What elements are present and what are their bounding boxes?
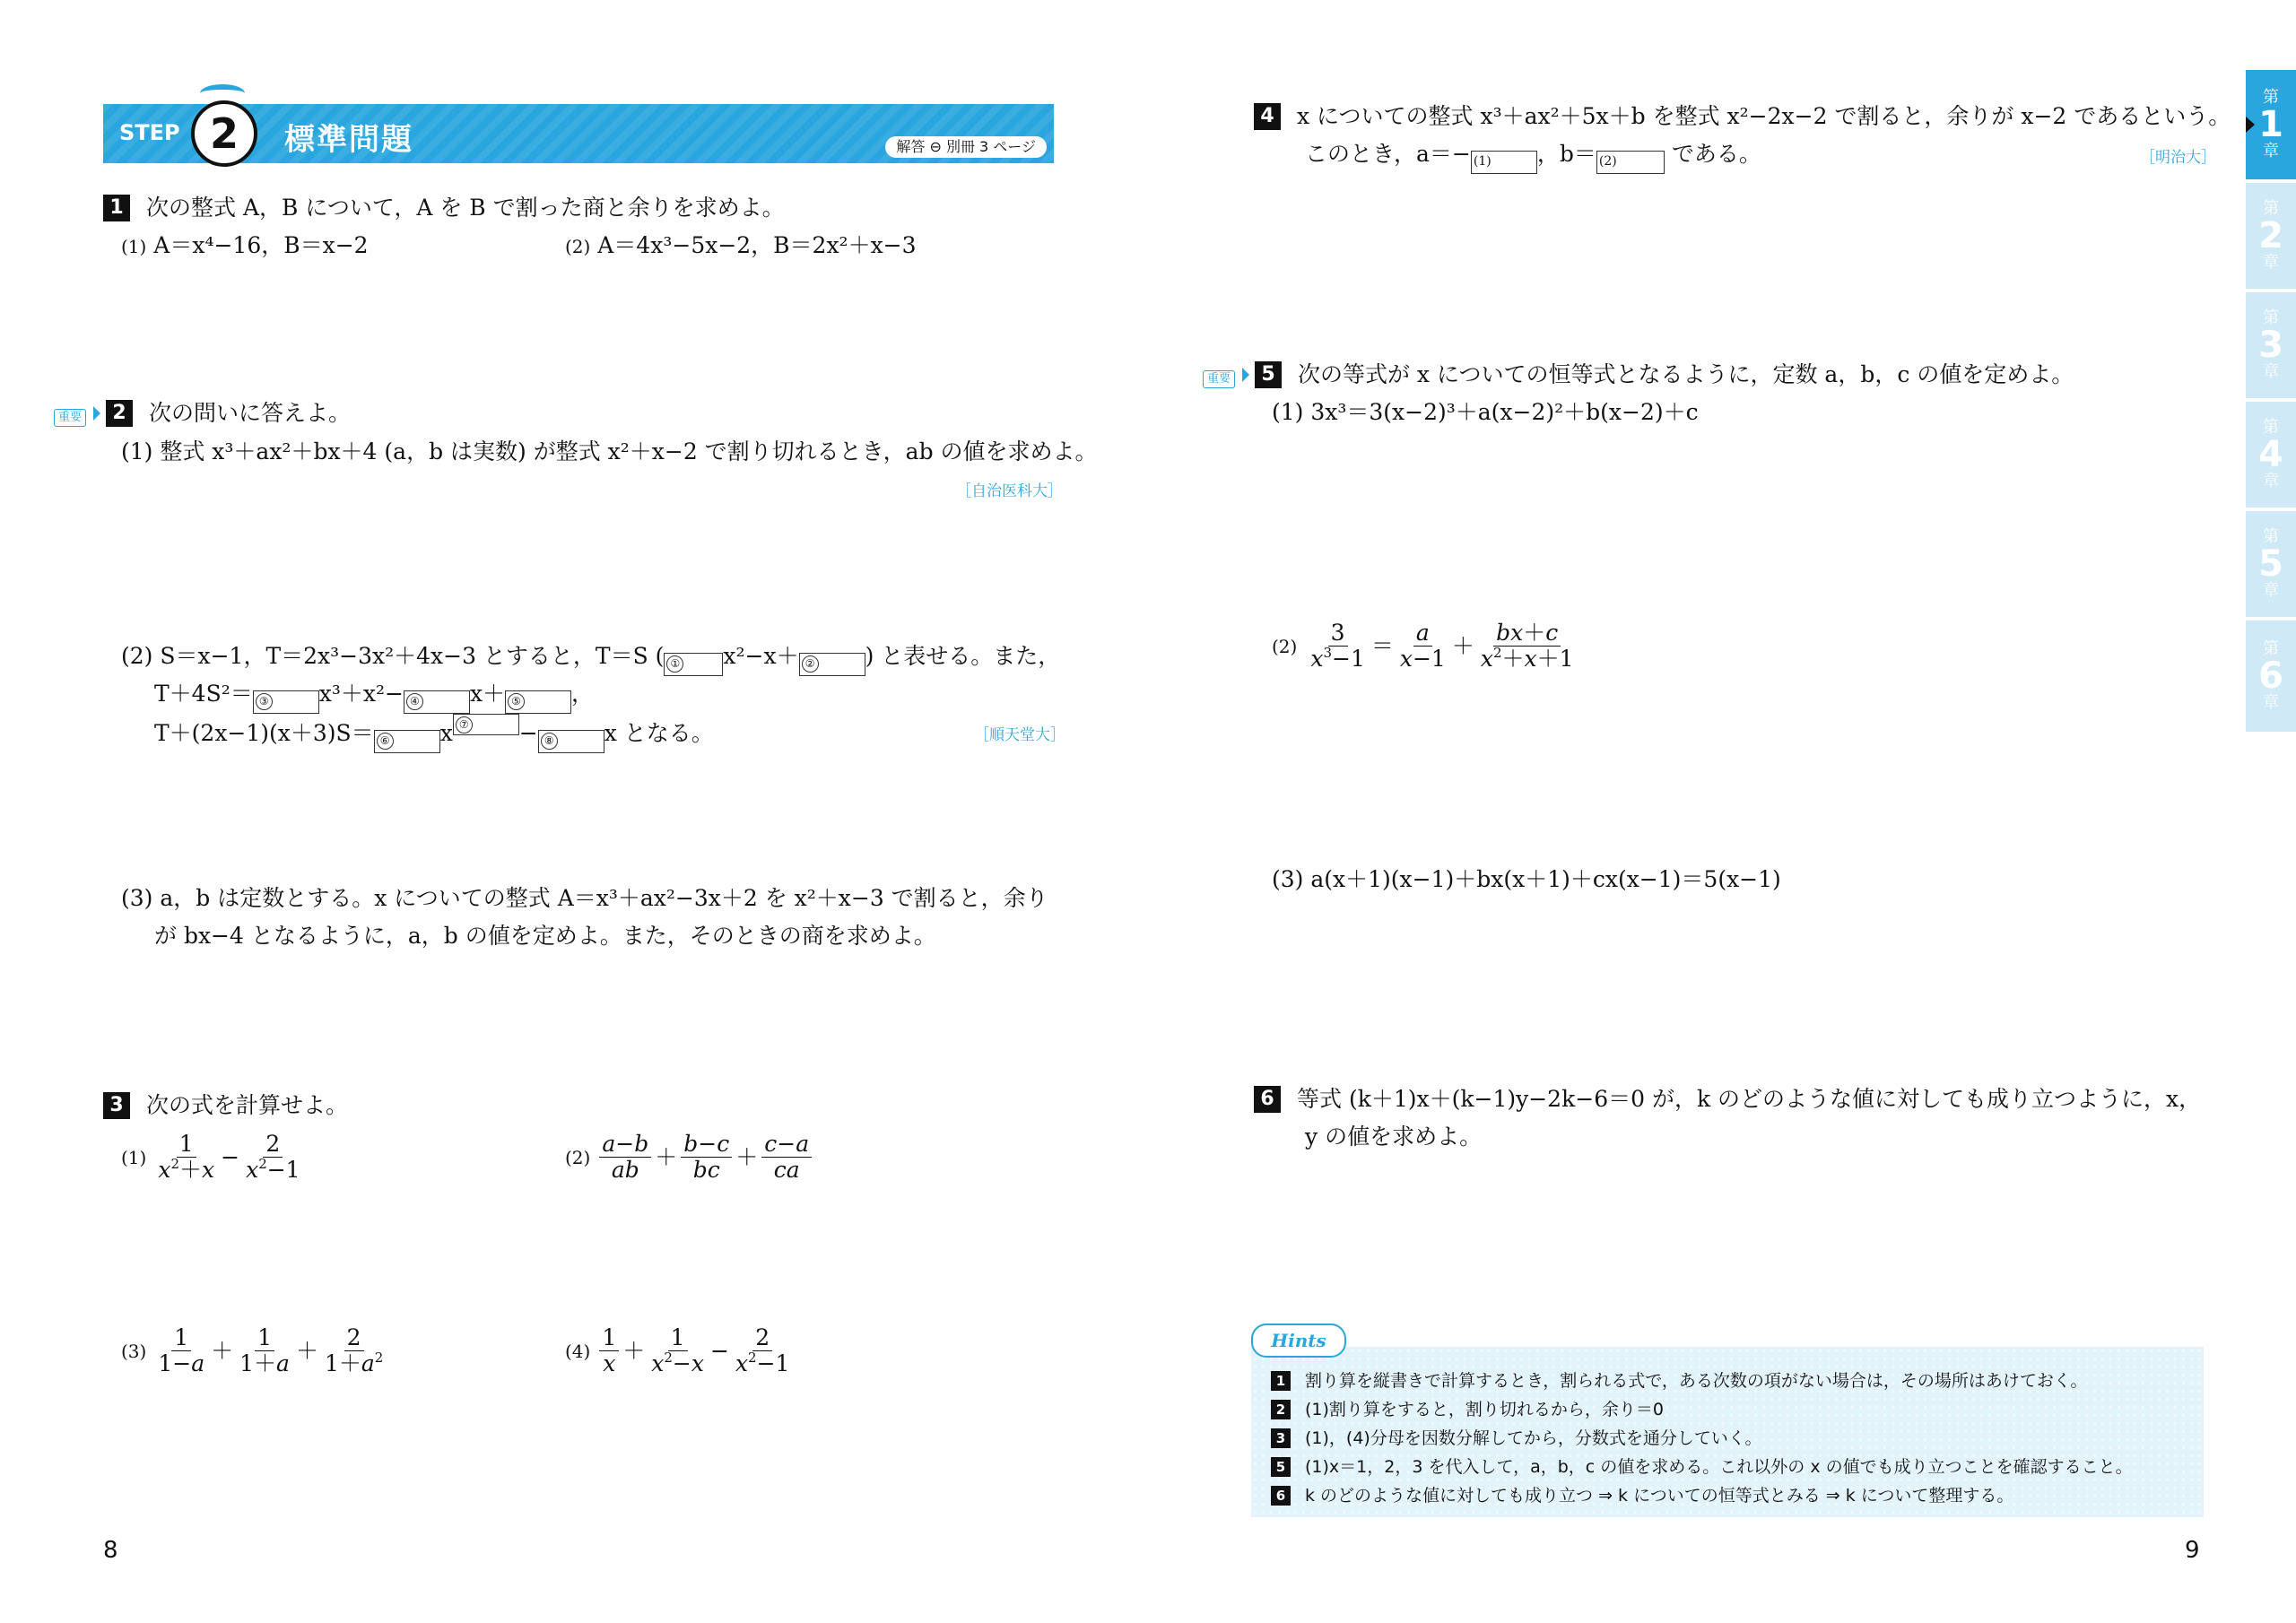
page-number-right: 9 — [2185, 1537, 2200, 1564]
answer-box-8[interactable]: ⑧ — [538, 730, 604, 753]
problem-number: 5 — [1255, 361, 1282, 388]
problem-3-stem: 3 次の式を計算せよ。 — [103, 1088, 348, 1124]
step-number: 2 — [209, 109, 239, 158]
problem-4-line1: 4 x についての整式 x³＋ax²＋5x＋b を整式 x²−2x−2 で割ると，余りが x−2 であるという。 — [1254, 99, 2231, 135]
problem-2-sub2-line1: (2) S＝x−1，T＝2x³−3x²＋4x−3 とすると，T＝S ( ① x²−x＋ ② ) と表せる。また， — [121, 638, 1060, 676]
answer-box-2[interactable]: ② — [799, 653, 865, 676]
chapter-tab-1[interactable]: 第 1 章 — [2246, 70, 2296, 179]
problem-3-sub1: (1) $\frac{1}{x^2+x}$ − $\frac{2}{x^2-1}$ — [121, 1131, 300, 1183]
problem-2-stem: 重要 2 次の問いに答えよ。 — [54, 395, 351, 431]
problem-5-sub3: (3) a(x＋1)(x−1)＋bx(x＋1)＋cx(x−1)＝5(x−1) — [1272, 866, 1781, 892]
active-tab-pointer-icon — [2246, 117, 2255, 133]
important-tag: 重要 — [54, 409, 86, 427]
problem-number: 1 — [103, 195, 130, 221]
step-header — [103, 104, 1054, 163]
answer-box-p4-2[interactable]: (2) — [1596, 151, 1665, 174]
tag-arrow-icon — [93, 406, 100, 421]
problem-6-line2: y の値を求めよ。 — [1305, 1124, 1483, 1150]
problem-3-sub4: (4) $\frac{1}{x}$ ＋ $\frac{1}{x^2-x}$ − $\frac{2}{x^2-1}$ — [565, 1324, 790, 1376]
answer-box-p4-1[interactable]: (1) — [1471, 151, 1537, 174]
problem-2-sub3-line2: が bx−4 となるように，a，b の値を定めよ。また，そのときの商を求めよ。 — [154, 923, 936, 949]
problem-6-line1: 6 等式 (k＋1)x＋(k−1)y−2k−6＝0 が，k のどのような値に対しても成り立つように，x， — [1254, 1081, 2201, 1117]
hints-rows — [1271, 1367, 2133, 1510]
source-jichi: ［自治医科大］ — [956, 482, 1063, 500]
answer-box-4[interactable]: ④ — [404, 690, 470, 714]
answer-box-7[interactable]: ⑦ — [453, 714, 519, 735]
problem-number: 6 — [1254, 1086, 1281, 1113]
problem-number: 4 — [1254, 103, 1281, 130]
important-tag: 重要 — [1203, 370, 1235, 388]
problem-1-sub2: (2) A＝4x³−5x−2，B＝2x²＋x−3 — [565, 232, 917, 258]
hint-row: 2 (1)割り算をすると，割り切れるから，余り＝0 — [1271, 1395, 2133, 1424]
step-number-badge — [191, 100, 257, 167]
hints-label: Hints — [1251, 1324, 1346, 1358]
problem-5-stem: 重要 5 次の等式が x についての恒等式となるように，定数 a，b，c の値を定めよ。 — [1203, 357, 2074, 393]
problem-2-sub2-line3: T＋(2x−1)(x＋3)S＝ ⑥ x ⑦ − ⑧ x となる。 — [154, 714, 714, 753]
step-word: STEP — [119, 120, 180, 145]
answer-box-6[interactable]: ⑥ — [374, 730, 440, 753]
hint-row: 6 k のどのような値に対しても成り立つ ⇒ k についての恒等式とみる ⇒ k について整理する。 — [1271, 1481, 2133, 1510]
chapter-tab-4[interactable]: 第 4 章 — [2246, 402, 2296, 508]
chapter-tab-3[interactable]: 第 3 章 — [2246, 292, 2296, 398]
problem-1-sub1: (1) A＝x⁴−16，B＝x−2 — [121, 232, 369, 258]
answer-box-5[interactable]: ⑤ — [505, 690, 571, 714]
hint-row: 3 (1)，(4)分母を因数分解してから，分数式を通分していく。 — [1271, 1424, 2133, 1453]
chapter-tab-5[interactable]: 第 5 章 — [2246, 511, 2296, 617]
problem-4-line2: このとき，a＝− (1) ，b＝ (2) である。 — [1305, 136, 1761, 174]
answer-box-3[interactable]: ③ — [253, 690, 319, 714]
problem-1-stem: 1 次の整式 A，B について，A を B で割った商と余りを求めよ。 — [103, 190, 785, 226]
problem-5-sub2: (2) $\frac{3}{x^3-1}$ ＝ $\frac{a}{x-1}$ ＋ $\frac{bx+c}{x^2+x+1}$ — [1272, 620, 1574, 672]
source-meiji: ［明治大］ — [2140, 149, 2216, 167]
problem-5-sub1: (1) 3x³＝3(x−2)³＋a(x−2)²＋b(x−2)＋c — [1272, 399, 1699, 425]
source-juntendo: ［順天堂大］ — [974, 726, 1065, 744]
problem-2-sub1: (1) 整式 x³＋ax²＋bx＋4 (a，b は実数) が整式 x²＋x−2 で割り切れるとき，ab の値を求めよ。 — [121, 438, 1098, 464]
hint-row: 5 (1)x＝1，2，3 を代入して，a，b，c の値を求める。これ以外の x の値でも成り立つことを確認すること。 — [1271, 1453, 2133, 1481]
answer-reference: 解答 ⊖ 別冊 3 ページ — [885, 136, 1047, 158]
answer-box-1[interactable]: ① — [664, 653, 723, 676]
chapter-tab-2[interactable]: 第 2 章 — [2246, 183, 2296, 289]
problem-2-sub2-line2: T＋4S²＝ ③ x³＋x²− ④ x＋ ⑤ ， — [154, 676, 594, 714]
chapter-tab-6[interactable]: 第 6 章 — [2246, 621, 2296, 732]
problem-2-sub3-line1: (3) a，b は定数とする。x についての整式 A＝x³＋ax²−3x＋2 を x²＋x−3 で割ると，余り — [121, 885, 1048, 911]
problem-3-sub2: (2) $\frac{a-b}{ab}$ ＋ $\frac{b-c}{bc}$ ＋ $\frac{c-a}{ca}$ — [565, 1132, 815, 1183]
hints-box — [1251, 1347, 2204, 1517]
problem-number: 2 — [106, 400, 133, 427]
problem-number: 3 — [103, 1092, 130, 1119]
problem-3-sub3: (3) $\frac{1}{1-a}$ ＋ $\frac{1}{1+a}$ ＋ $\frac{2}{1+a^2}$ — [121, 1324, 384, 1376]
page-number-left: 8 — [103, 1537, 118, 1564]
hint-row: 1 割り算を縦書きで計算するとき，割られる式で，ある次数の項がない場合は，その場所はあけておく。 — [1271, 1367, 2133, 1395]
step-arc-icon — [200, 84, 245, 102]
tag-arrow-icon — [1242, 368, 1249, 382]
page-title: 標準問題 — [284, 122, 413, 158]
